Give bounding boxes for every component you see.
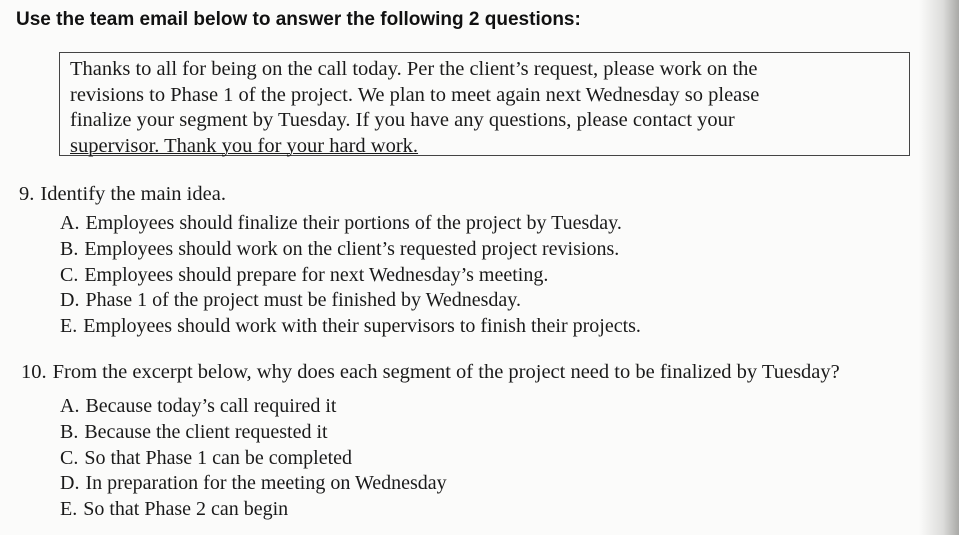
question-number: 10. <box>21 361 47 383</box>
email-line: finalize your segment by Tuesday. If you have any questions, please contact your <box>70 109 735 131</box>
option-text: So that Phase 1 can be completed <box>84 446 353 469</box>
question-10-options <box>60 394 447 523</box>
option-text: Employees should prepare for next Wednesday’s meeting. <box>84 263 549 286</box>
option-b[interactable] <box>60 420 447 446</box>
option-letter: B. <box>60 237 79 260</box>
option-e[interactable] <box>60 497 447 523</box>
option-d[interactable] <box>60 288 641 314</box>
option-e[interactable] <box>60 314 641 340</box>
option-letter: A. <box>60 395 80 417</box>
option-a[interactable] <box>60 211 641 237</box>
option-text: Because today’s call required it <box>85 395 337 417</box>
option-letter: E. <box>60 498 78 521</box>
option-text: In preparation for the meeting on Wednesday <box>85 472 447 495</box>
option-text: Because the client requested it <box>84 420 328 443</box>
option-letter: B. <box>60 420 79 443</box>
option-c[interactable] <box>60 446 447 472</box>
option-d[interactable] <box>60 471 447 497</box>
option-letter: D. <box>60 472 80 495</box>
question-9-options <box>60 211 641 340</box>
email-line: supervisor. Thank you for your hard work. <box>70 134 419 157</box>
option-letter: E. <box>60 315 78 338</box>
option-text: Employees should work with their supervisors to finish their projects. <box>83 315 641 338</box>
question-number: 9. <box>19 183 35 205</box>
option-letter: A. <box>60 212 80 234</box>
option-b[interactable] <box>60 237 641 263</box>
instruction-heading: Use the team email below to answer the following 2 questions: <box>16 9 581 30</box>
page-edge-shadow <box>919 0 959 535</box>
question-10 <box>21 361 840 384</box>
option-text: Phase 1 of the project must be finished by Wednesday. <box>85 289 521 312</box>
option-text: Employees should finalize their portions of the project by Tuesday. <box>85 212 622 234</box>
email-line: revisions to Phase 1 of the project. We plan to meet again next Wednesday so please <box>70 83 760 106</box>
team-email-box <box>59 52 910 156</box>
option-text: So that Phase 2 can begin <box>83 498 289 521</box>
option-a[interactable] <box>60 394 447 420</box>
question-9 <box>19 183 226 206</box>
question-text: Identify the main idea. <box>40 183 226 205</box>
email-line: Thanks to all for being on the call today. Per the client’s request, please work on the <box>70 58 758 80</box>
option-c[interactable] <box>60 263 641 289</box>
option-letter: C. <box>60 263 79 286</box>
option-letter: C. <box>60 446 79 469</box>
question-text: From the excerpt below, why does each segment of the project need to be finalized by Tuesday? <box>52 361 840 383</box>
option-text: Employees should work on the client’s requested project revisions. <box>84 237 620 260</box>
option-letter: D. <box>60 289 80 312</box>
